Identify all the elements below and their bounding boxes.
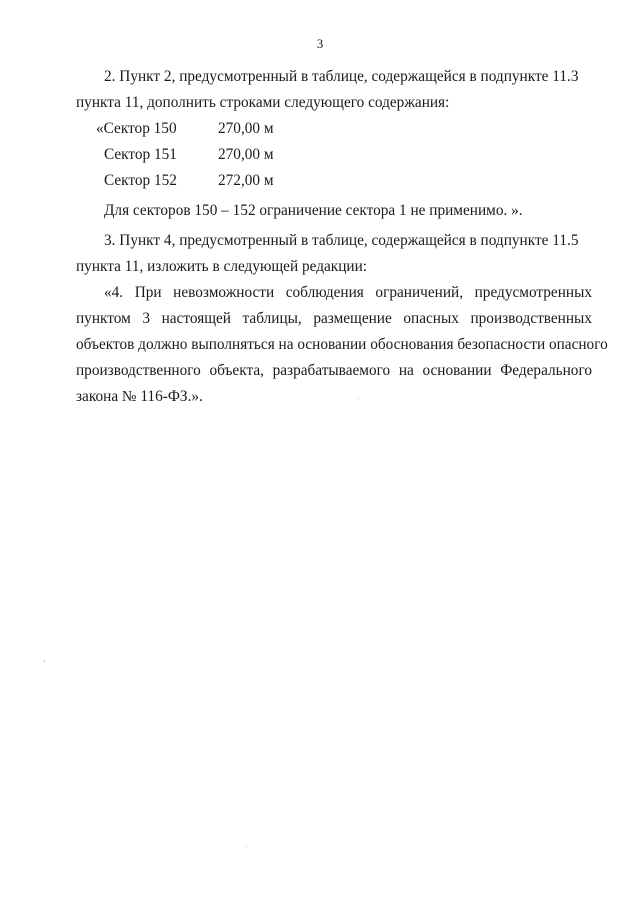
item2-line2: пункта 11, дополнить строками следующего содержания:	[76, 94, 450, 111]
sector-152-value: 272,00 м	[218, 172, 274, 189]
page-number: 3	[316, 36, 324, 51]
sector-151-name: Сектор 151	[104, 146, 177, 163]
scan-speck	[358, 398, 359, 399]
sector-152-name: Сектор 152	[104, 172, 177, 189]
item4-line1: «4. При невозможности соблюдения ограничений, предусмотренных	[104, 284, 592, 301]
item4-line4: производственного объекта, разрабатываемого на основании Федерального	[76, 362, 592, 379]
item4-line2: пунктом 3 настоящей таблицы, размещение опасных производственных	[76, 310, 592, 327]
item4-line3: объектов должно выполняться на основании обоснования безопасности опасного	[76, 336, 608, 353]
scan-speck	[44, 660, 45, 662]
sector-150-value: 270,00 м	[218, 120, 274, 137]
item2-line1: 2. Пункт 2, предусмотренный в таблице, содержащейся в подпункте 11.3	[104, 68, 579, 85]
sector-150-name: «Сектор 150	[96, 120, 177, 137]
item3-line2: пункта 11, изложить в следующей редакции:	[76, 258, 368, 275]
sectors-note: Для секторов 150 – 152 ограничение сектора 1 не применимо. ».	[104, 202, 523, 219]
item3-line1: 3. Пункт 4, предусмотренный в таблице, содержащейся в подпункте 11.5	[104, 232, 579, 249]
sector-151-value: 270,00 м	[218, 146, 274, 163]
item4-line5: закона № 116-ФЗ.».	[76, 388, 203, 405]
scan-speck	[246, 846, 247, 847]
